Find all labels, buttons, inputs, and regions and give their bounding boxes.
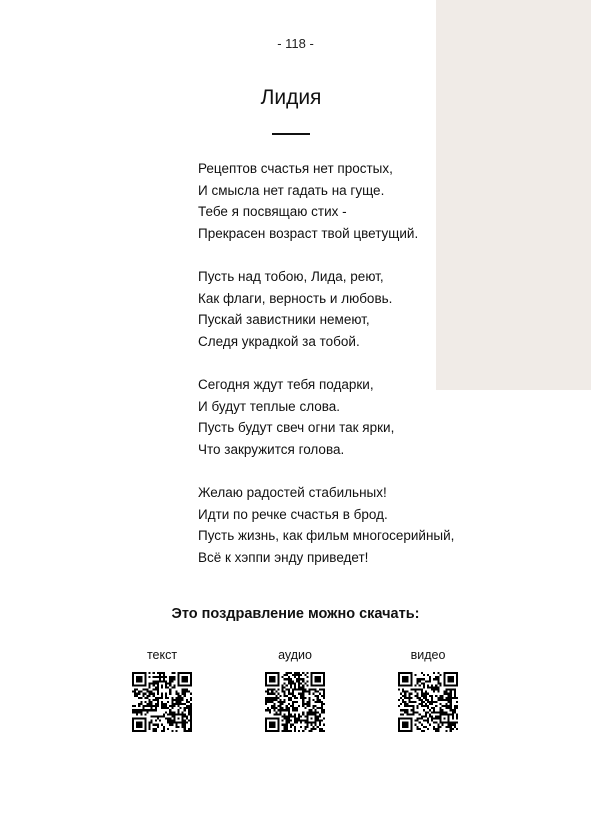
poem-line: Пусть над тобою, Лида, реют, xyxy=(198,268,384,284)
download-audio[interactable] xyxy=(250,648,340,732)
poem-line: Тебе я посвящаю стих - xyxy=(198,204,347,220)
poem-line: Следя украдкой за тобой. xyxy=(198,333,360,349)
poem-line: Прекрасен возраст твой цветущий. xyxy=(198,225,419,241)
download-video[interactable] xyxy=(383,648,473,732)
poem-line: Желаю радостей стабильных! xyxy=(198,484,387,500)
download-label-video: видео xyxy=(410,648,446,662)
poem-line: Пусть будут свеч огни так ярки, xyxy=(198,420,395,436)
download-label-text: текст xyxy=(146,648,178,662)
stanza xyxy=(198,158,498,244)
download-label-audio: аудио xyxy=(278,648,312,662)
poem-line: Идти по речке счастья в брод. xyxy=(198,506,388,522)
stanza xyxy=(198,266,498,352)
qr-code-icon[interactable] xyxy=(398,672,458,732)
stanza xyxy=(198,374,498,460)
poem-line: Пусть жизнь, как фильм многосерийный, xyxy=(198,528,455,544)
download-text[interactable] xyxy=(117,648,207,732)
poem-body xyxy=(198,158,498,568)
page-number: - 118 - xyxy=(277,36,314,51)
qr-code-icon[interactable] xyxy=(132,672,192,732)
poem-line: Сегодня ждут тебя подарки, xyxy=(198,376,374,392)
poem-title: Лидия xyxy=(260,86,322,109)
poem-line: Как флаги, верность и любовь. xyxy=(198,290,393,306)
poem-line: И будут теплые слова. xyxy=(198,398,341,414)
poem-line: Пускай завистники немеют, xyxy=(198,312,370,328)
poem-line: Рецептов счастья нет простых, xyxy=(198,161,393,176)
download-heading: Это поздравление можно скачать: xyxy=(171,606,420,622)
qr-code-icon[interactable] xyxy=(265,672,325,732)
stanza xyxy=(198,482,498,568)
poem-line: И смысла нет гадать на гуще. xyxy=(198,182,385,198)
title-divider xyxy=(272,133,310,135)
poem-line: Всё к хэппи энду приведет! xyxy=(198,549,369,565)
poem-line: Что закружится голова. xyxy=(198,441,345,457)
